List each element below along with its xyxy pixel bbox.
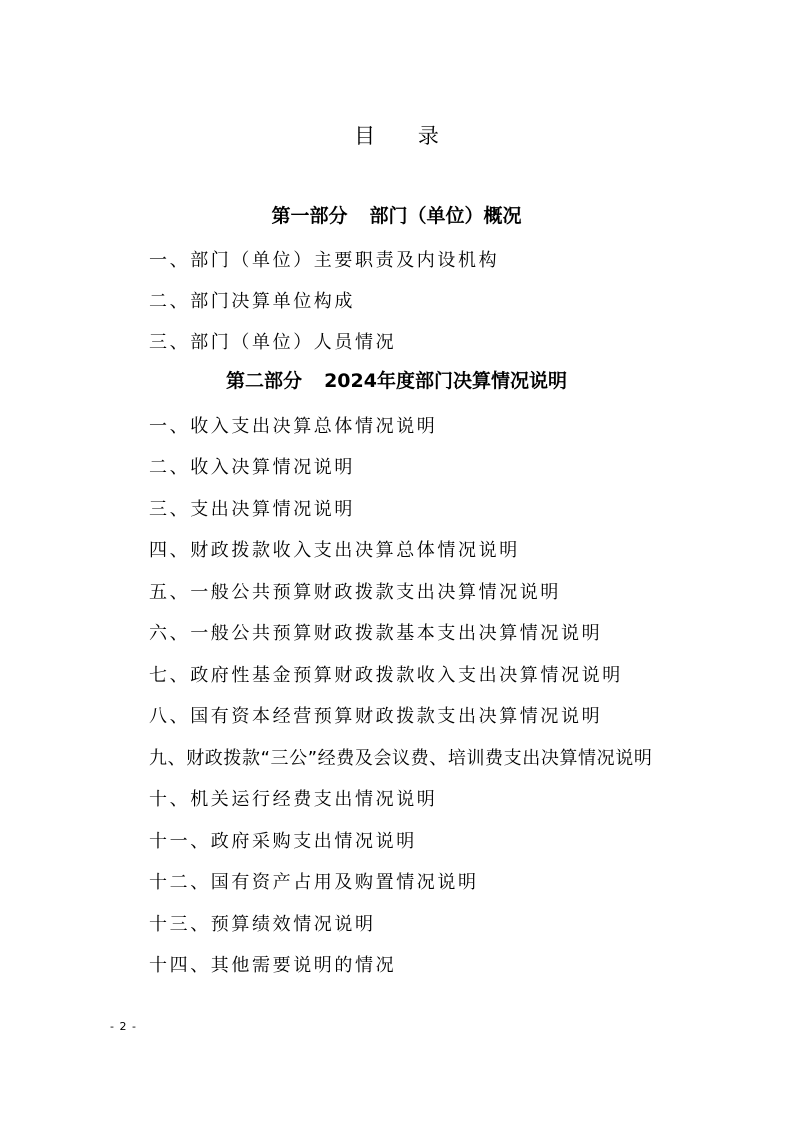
toc-item: 三、支出决算情况说明 xyxy=(149,499,355,520)
toc-item: 十三、预算绩效情况说明 xyxy=(149,914,376,935)
part1-heading xyxy=(0,203,793,229)
part2-heading xyxy=(0,368,793,394)
toc-item: 六、一般公共预算财政拨款基本支出决算情况说明 xyxy=(149,623,603,644)
toc-item: 十一、政府采购支出情况说明 xyxy=(149,831,417,852)
page-number: - 2 - xyxy=(110,1020,137,1033)
toc-item: 八、国有资本经营预算财政拨款支出决算情况说明 xyxy=(149,706,603,727)
toc-item: 七、政府性基金预算财政拨款收入支出决算情况说明 xyxy=(149,665,623,686)
toc-item: 四、财政拨款收入支出决算总体情况说明 xyxy=(149,540,520,561)
toc-item: 一、部门（单位）主要职责及内设机构 xyxy=(149,250,500,271)
toc-item: 九、财政拨款“三公”经费及会议费、培训费支出决算情况说明 xyxy=(149,748,653,769)
part2-label: 第二部分 xyxy=(226,370,303,392)
part1-label: 第一部分 xyxy=(271,205,348,227)
toc-item: 十四、其他需要说明的情况 xyxy=(149,955,397,976)
part2-title: 2024年度部门决算情况说明 xyxy=(324,370,567,392)
toc-item: 五、一般公共预算财政拨款支出决算情况说明 xyxy=(149,582,561,603)
toc-item: 一、收入支出决算总体情况说明 xyxy=(149,416,438,437)
toc-item: 二、部门决算单位构成 xyxy=(149,291,355,312)
toc-item: 三、部门（单位）人员情况 xyxy=(149,332,397,353)
toc-item: 二、收入决算情况说明 xyxy=(149,457,355,478)
part1-title: 部门（单位）概况 xyxy=(369,205,522,227)
toc-item: 十、机关运行经费支出情况说明 xyxy=(149,789,438,810)
toc-title: 目 录 xyxy=(354,124,457,148)
toc-item: 十二、国有资产占用及购置情况说明 xyxy=(149,872,479,893)
